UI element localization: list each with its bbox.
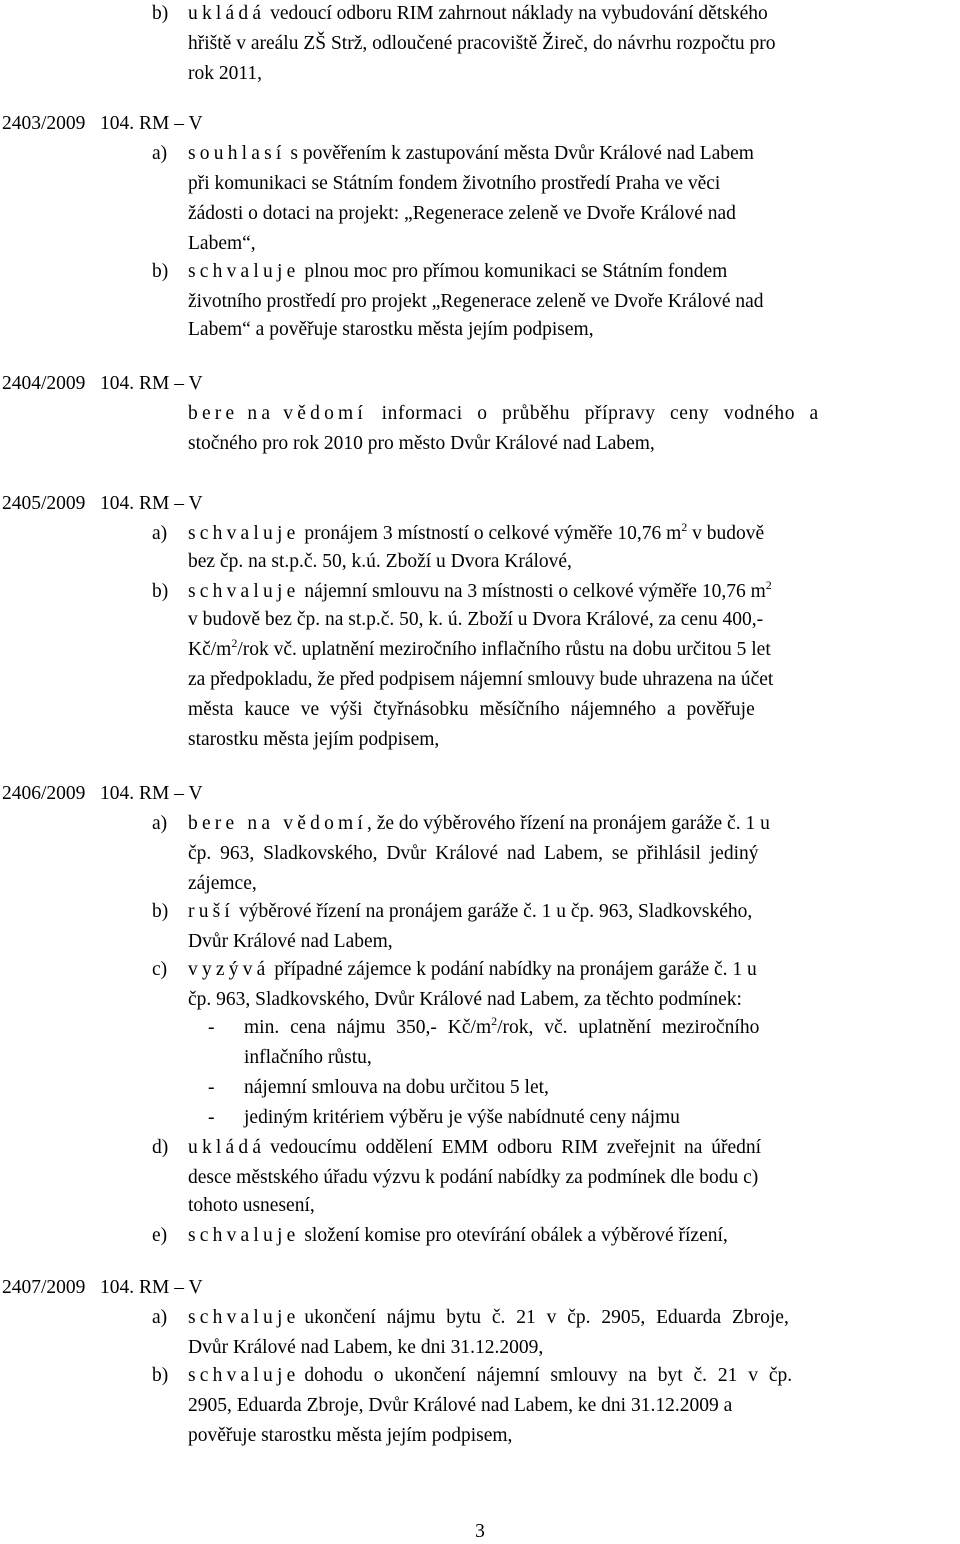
- item-verb: ruší: [188, 901, 235, 922]
- resolution-item: [152, 522, 764, 546]
- item-text-line: v budově: [687, 523, 765, 544]
- resolution-item: [188, 402, 956, 426]
- item-mark: b): [152, 3, 169, 24]
- resolution-number: 2403/2009: [2, 113, 86, 134]
- resolution-header: [2, 782, 203, 806]
- item-mark: a): [152, 143, 168, 164]
- item-text-line: desce městského úřadu výzvu k podání nabídky za podmínek dle bodu c): [188, 1167, 759, 1188]
- item-verb: ukládá: [188, 1137, 266, 1158]
- item-verb: schvaluje: [188, 523, 300, 544]
- item-text-line: vedoucí odboru RIM zahrnout náklady na vybudování dětského: [270, 3, 768, 24]
- item-verb: ukládá: [188, 3, 266, 24]
- resolution-header: [2, 1276, 203, 1300]
- condition-text: jediným kritériem výběru je výše nabídnuté ceny nájmu: [244, 1107, 680, 1128]
- dash: -: [208, 1107, 215, 1128]
- resolution-item: [152, 1136, 761, 1160]
- item-mark: b): [152, 901, 169, 922]
- resolution-item: [152, 1224, 728, 1248]
- item-text-line: Dvůr Králové nad Labem,: [188, 931, 393, 952]
- item-text-line: starostku města jejím podpisem,: [188, 729, 440, 750]
- item-text-line: životního prostředí pro projekt „Regenerace zeleně ve Dvoře Králové nad: [188, 291, 764, 312]
- item-verb: schvaluje: [188, 1365, 300, 1386]
- condition-text: /rok, vč. uplatnění meziročního: [497, 1017, 760, 1038]
- item-text: /rok vč. uplatnění meziročního inflačního růstu na dobu určitou 5 let: [237, 639, 771, 660]
- resolution-header: [2, 112, 203, 136]
- item-text-line: města kauce ve výši čtyřnásobku měsíčního nájemného a pověřuje: [188, 699, 755, 720]
- resolution-item: [152, 260, 727, 284]
- item-text-line: Dvůr Králové nad Labem, ke dni 31.12.2009,: [188, 1337, 544, 1358]
- resolution-item: [152, 142, 754, 166]
- item-text-line: pověřuje starostku města jejím podpisem,: [188, 1425, 513, 1446]
- item-text-line: v budově bez čp. na st.p.č. 50, k. ú. Zboží u Dvora Králové, za cenu 400,-: [188, 609, 764, 630]
- resolution-number: 2406/2009: [2, 783, 86, 804]
- superscript: 2: [491, 1014, 498, 1028]
- item-text-line: bez čp. na st.p.č. 50, k.ú. Zboží u Dvora Králové,: [188, 551, 572, 572]
- item-text-line: za předpokladu, že před podpisem nájemní smlouvy bude uhrazena na účet: [188, 669, 774, 690]
- dash: -: [208, 1017, 215, 1038]
- resolution-item: [152, 1364, 792, 1388]
- item-mark: b): [152, 261, 169, 282]
- condition-item: [208, 1076, 549, 1100]
- resolution-item: [152, 580, 772, 604]
- item-text-line: ukončení nájmu bytu č. 21 v čp. 2905, Eduarda Zbroje,: [304, 1307, 789, 1328]
- condition-item: [208, 1106, 680, 1130]
- condition-text: inflačního růstu,: [244, 1047, 372, 1068]
- resolution-header: [2, 372, 203, 396]
- item-text-line: dohodu o ukončení nájemní smlouvy na byt č. 21 v čp.: [304, 1365, 793, 1386]
- resolution-meeting: 104. RM – V: [100, 493, 203, 514]
- item-text-line: složení komise pro otevírání obálek a výběrové řízení,: [304, 1225, 728, 1246]
- item-mark: e): [152, 1225, 168, 1246]
- item-mark: d): [152, 1137, 169, 1158]
- dash: -: [208, 1077, 215, 1098]
- superscript: 2: [765, 578, 772, 592]
- resolution-meeting: 104. RM – V: [100, 783, 203, 804]
- item-verb: bere na vědomí: [188, 813, 367, 834]
- item-mark: b): [152, 1365, 169, 1386]
- item-text: Kč/m: [188, 639, 232, 660]
- item-text-line: [188, 638, 771, 662]
- item-text-line: žádosti o dotaci na projekt: „Regenerace zeleně ve Dvoře Králové nad: [188, 203, 736, 224]
- item-text-line: rok 2011,: [188, 63, 263, 84]
- item-text-line: při komunikaci se Státním fondem životního prostředí Praha ve věci: [188, 173, 721, 194]
- item-text-line: Labem“,: [188, 233, 256, 254]
- item-verb: schvaluje: [188, 261, 300, 282]
- item-text-line: hřiště v areálu ZŠ Strž, odloučené pracoviště Žireč, do návrhu rozpočtu pro: [188, 33, 776, 54]
- item-verb: schvaluje: [188, 1307, 300, 1328]
- item-mark: a): [152, 1307, 168, 1328]
- condition-item: [208, 1016, 759, 1040]
- item-text-line: 2905, Eduarda Zbroje, Dvůr Králové nad Labem, ke dni 31.12.2009 a: [188, 1395, 733, 1416]
- resolution-number: 2405/2009: [2, 493, 86, 514]
- item-text-line: případné zájemce k podání nabídky na pronájem garáže č. 1 u: [274, 959, 757, 980]
- item-verb: souhlasí: [188, 143, 286, 164]
- resolution-item: [152, 812, 770, 836]
- item-text-line: Labem“ a pověřuje starostku města jejím podpisem,: [188, 319, 594, 340]
- item-text-line: zájemce,: [188, 873, 257, 894]
- condition-text: nájemní smlouva na dobu určitou 5 let,: [244, 1077, 549, 1098]
- item-text-line: stočného pro rok 2010 pro město Dvůr Králové nad Labem,: [188, 433, 655, 454]
- resolution-meeting: 104. RM – V: [100, 113, 203, 134]
- condition-text: min. cena nájmu 350,- Kč/m: [244, 1017, 492, 1038]
- resolution-header: [2, 492, 203, 516]
- superscript: 2: [231, 636, 238, 650]
- resolution-item: [152, 2, 768, 26]
- item-verb: schvaluje: [188, 581, 300, 602]
- item-text-line: tohoto usnesení,: [188, 1195, 315, 1216]
- resolution-number: 2407/2009: [2, 1277, 86, 1298]
- item-text-line: vedoucímu oddělení EMM odboru RIM zveřejnit na úřední: [270, 1137, 762, 1158]
- resolution-item: [152, 900, 752, 924]
- item-mark: c): [152, 959, 168, 980]
- resolution-meeting: 104. RM – V: [100, 1277, 203, 1298]
- resolution-meeting: 104. RM – V: [100, 373, 203, 394]
- superscript: 2: [681, 520, 688, 534]
- resolution-item: [152, 1306, 789, 1330]
- item-text-line: informaci o průběhu přípravy ceny vodného a: [381, 403, 819, 424]
- resolution-item: [152, 958, 757, 982]
- item-mark: a): [152, 523, 168, 544]
- page-number: 3: [475, 1521, 485, 1542]
- item-text-line: čp. 963, Sladkovského, Dvůr Králové nad Labem, se přihlásil jediný: [188, 843, 759, 864]
- item-text-line: s pověřením k zastupování města Dvůr Králové nad Labem: [290, 143, 754, 164]
- item-text-line: , že do výběrového řízení na pronájem garáže č. 1 u: [367, 813, 770, 834]
- item-mark: b): [152, 581, 169, 602]
- item-text-line: výběrové řízení na pronájem garáže č. 1 u čp. 963, Sladkovského,: [238, 901, 753, 922]
- item-mark: a): [152, 813, 168, 834]
- item-text-line: plnou moc pro přímou komunikaci se Státním fondem: [304, 261, 728, 282]
- resolution-number: 2404/2009: [2, 373, 86, 394]
- item-verb: schvaluje: [188, 1225, 300, 1246]
- item-text-line: pronájem 3 místností o celkové výměře 10,76 m: [304, 523, 682, 544]
- item-verb: bere na vědomí: [188, 403, 367, 424]
- item-verb: vyzývá: [188, 959, 270, 980]
- item-text-line: čp. 963, Sladkovského, Dvůr Králové nad Labem, za těchto podmínek:: [188, 989, 742, 1010]
- item-text-line: nájemní smlouvu na 3 místnosti o celkové výměře 10,76 m: [304, 581, 766, 602]
